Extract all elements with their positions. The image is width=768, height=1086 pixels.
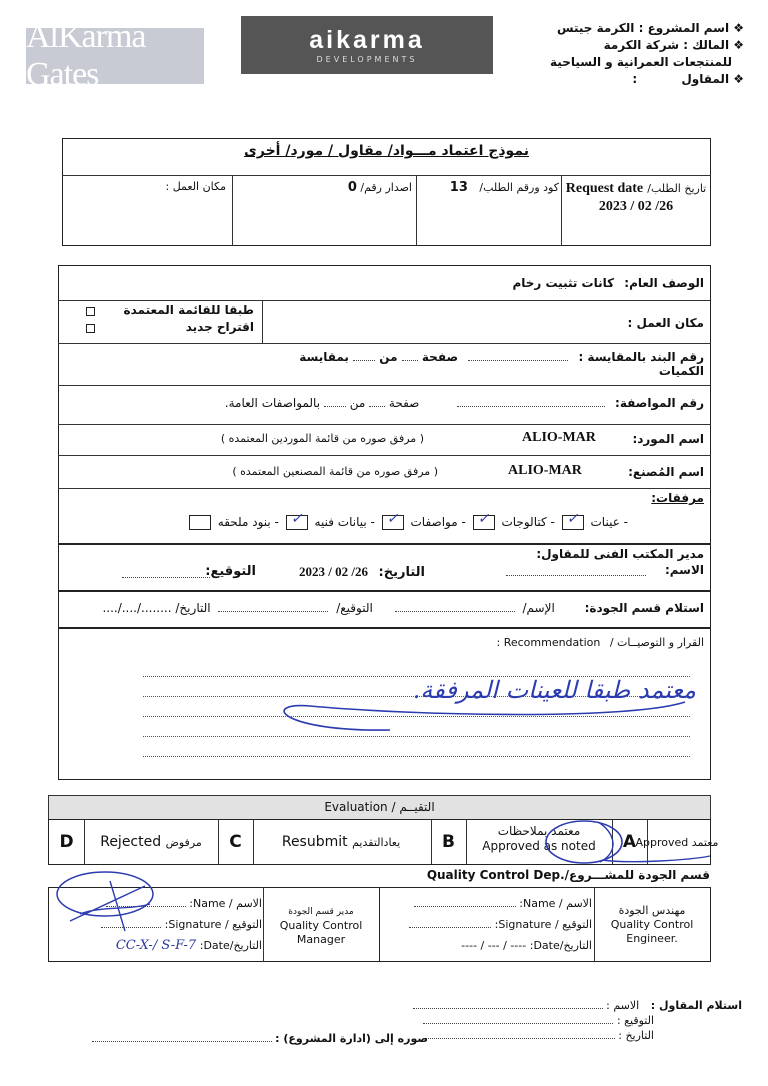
grade-c-letter[interactable]: C <box>229 832 242 852</box>
tech-office-signature-field[interactable] <box>122 577 210 578</box>
tech-office-name-field[interactable] <box>506 575 646 576</box>
boq-item-row <box>264 350 704 378</box>
attachment-catalogs-checkbox[interactable] <box>473 511 495 530</box>
quality-receipt-row <box>102 601 704 615</box>
owner-value: شركة الكرمة <box>603 38 680 52</box>
issue-no-cell <box>236 180 412 195</box>
manufacturer-label: اسم المُصنع: <box>628 465 704 479</box>
recommendation-stroke <box>270 690 690 740</box>
grade-b-en: Approved as noted <box>482 839 596 853</box>
tech-office-date-value: 2023 / 02 /26 <box>299 564 368 579</box>
work-location-label: مكان العمل : <box>627 316 704 330</box>
qc-manager-signature-label: التوقيع / Signature: <box>164 918 262 931</box>
qc-engineer-date-value: ---- / --- / ---- <box>461 939 527 952</box>
attachment-samples-label: - عينات <box>590 515 628 529</box>
qc-manager-en: Quality Control Manager <box>279 919 363 946</box>
recommendation-label-en: Recommendation : <box>496 636 601 649</box>
quality-receipt-signature-label: التوقيع/ <box>336 601 373 615</box>
quality-receipt-date-value: ..../..../........ <box>102 601 172 615</box>
grade-c-ar: يعادالتقديم <box>352 835 401 849</box>
grade-a-ar: معتمد <box>691 835 719 849</box>
tech-office-title: مدير المكتب الفنى للمقاول: <box>536 547 704 561</box>
boq-item-label: رقم البند بالمقايسة : <box>578 350 704 364</box>
contractor-value: : <box>632 72 638 86</box>
diamond-bullet-icon: ❖ <box>729 72 744 86</box>
supplier-label: اسم المورد: <box>632 432 704 446</box>
qc-manager-name-label: الاسم / Name: <box>189 897 262 910</box>
project-info: ❖ اسم المشروع : الكرمة جيتس ❖ المالك : شركة الكرمة للمنتجعات العمرانية و السياحية ❖ المقاول : <box>504 20 744 88</box>
qc-engineer-ar: مهندس الجودة <box>618 904 686 917</box>
attachments-row <box>186 511 628 530</box>
attachment-specs-label: - مواصفات <box>410 515 466 529</box>
diamond-bullet-icon: ❖ <box>729 38 744 52</box>
approved-list-option: طبقا للقائمة المعتمدة <box>123 303 254 317</box>
approved-list-checkbox[interactable] <box>86 307 95 316</box>
copy-to-row <box>48 1032 428 1045</box>
quality-receipt-date-label: التاريخ/ <box>175 601 211 615</box>
grade-d-ar: مرفوض <box>165 835 202 849</box>
footer-signature-label: التوقيع <box>624 1014 654 1027</box>
boq-suffix: بمقايسة الكميات <box>299 350 704 378</box>
attachment-techdata-label: - بيانات فنيه <box>314 515 375 529</box>
request-date-value: 2023 / 02 /26 <box>598 199 674 214</box>
qc-manager-date-handwritten: CC-X-/ S-F-7 <box>115 938 197 953</box>
supplier-value: ALIO-MAR <box>522 430 596 445</box>
tech-office-name-label: الاسم: <box>664 563 704 577</box>
request-code-value: 13 <box>449 180 468 195</box>
approved-circle-mark <box>540 812 720 872</box>
recommendation-label: القرار و التوصيــات / <box>609 636 704 649</box>
contractor-receipt-block: استلام المقاول : الاسم : التوقيع : التاريخ : <box>382 998 742 1043</box>
project-label: اسم المشروع <box>647 21 730 35</box>
owner-value-2: للمنتجعات العمرانية و السياحية <box>550 55 732 69</box>
check-mark-icon: ✓ <box>566 511 579 527</box>
qc-manager-signature <box>50 866 170 936</box>
qc-engineer-signature-label: التوقيع / Signature: <box>494 918 592 931</box>
tech-office-date-label: التاريخ: <box>378 565 425 580</box>
developments-logo-sub: DEVELOPMENTS <box>316 55 418 64</box>
request-date-label-en: Request date <box>565 181 644 196</box>
spec-of-label: من <box>349 396 366 410</box>
alkarma-developments-logo <box>241 16 493 74</box>
form-title: نموذج اعتماد مـــواد/ مقاول / مورد/ أخرى <box>244 143 529 159</box>
project-value: الكرمة جيتس <box>557 21 635 35</box>
quality-receipt-label: استلام قسم الجودة: <box>584 601 704 615</box>
qc-manager-date-label: التاريخ/Date: <box>199 939 262 952</box>
issue-label: اصدار رقم/ <box>360 181 412 194</box>
grade-d-en: Rejected <box>100 834 162 850</box>
manufacturer-value: ALIO-MAR <box>508 463 582 478</box>
attachment-samples-checkbox[interactable] <box>562 511 584 530</box>
alkarma-gates-logo <box>26 18 204 93</box>
request-date-cell <box>564 180 708 216</box>
request-date-label-ar: تاريخ الطلب/ <box>647 182 707 195</box>
attachment-annex-label: - بنود ملحقه <box>217 515 279 529</box>
supplier-note: ( مرفق صوره من قائمة الموردين المعتمده ) <box>220 432 424 445</box>
contractor-receipt-label: استلام المقاول : <box>650 999 742 1012</box>
issue-value: 0 <box>347 180 357 195</box>
general-desc-label: الوصف العام: <box>624 276 704 290</box>
qc-engineer-date-label: التاريخ/Date: <box>529 939 592 952</box>
attachments-label: مرفقات: <box>651 491 704 505</box>
recommendation-handwritten: معتمد طبقا للعينات المرفقة. <box>412 676 696 704</box>
tech-office-signature-label: التوقيع: <box>205 564 256 579</box>
qc-engineer-name-label: الاسم / Name: <box>519 897 592 910</box>
request-code-label: كود ورقم الطلب/ <box>479 181 559 194</box>
quality-receipt-name-label: الإسم/ <box>522 601 555 615</box>
boq-of-label: من <box>379 350 398 364</box>
recommendation-label-row <box>496 636 704 649</box>
spec-page-label: صفحة <box>388 396 420 410</box>
grade-c-en: Resubmit <box>281 834 348 850</box>
check-mark-icon: ✓ <box>386 511 399 527</box>
evaluation-title: Evaluation / التقيــم <box>324 800 435 814</box>
copy-to-label: صوره إلى (ادارة المشروع) : <box>275 1032 428 1045</box>
spec-no-label: رقم المواصفة: <box>615 396 704 410</box>
manufacturer-note: ( مرفق صوره من قائمة المصنعين المعتمده ) <box>232 465 438 478</box>
check-mark-icon: ✓ <box>290 511 303 527</box>
footer-name-label: الاسم <box>613 999 640 1012</box>
alkarma-gates-logo-text: AlKarma Gates <box>26 18 146 93</box>
work-location-cell <box>66 180 226 193</box>
grade-a-letter[interactable]: A <box>622 832 637 852</box>
qc-engineer-fields <box>384 893 592 956</box>
tech-office-date <box>299 564 425 580</box>
attachment-catalogs-label: - كتالوجات <box>501 515 555 529</box>
attachment-specs-checkbox[interactable] <box>382 511 404 530</box>
new-proposal-checkbox[interactable] <box>86 324 95 333</box>
contractor-label: المقاول <box>681 72 730 86</box>
owner-label: المالك <box>692 38 730 52</box>
qc-manager-ar: مدير قسم الجودة <box>288 907 354 917</box>
boq-page-label: صفحة <box>421 350 459 364</box>
spec-no-row <box>144 396 704 410</box>
check-mark-icon: ✓ <box>477 511 490 527</box>
spec-suffix: بالمواصفات العامة. <box>224 396 321 410</box>
attachment-techdata-checkbox[interactable] <box>286 511 308 530</box>
attachment-annex-checkbox[interactable] <box>189 515 211 530</box>
request-code-cell <box>419 180 559 195</box>
footer-date-label: التاريخ <box>625 1029 654 1042</box>
qc-engineer-en: Quality Control Engineer. <box>610 918 694 945</box>
request-location-label: مكان العمل : <box>165 180 226 193</box>
diamond-bullet-icon: ❖ <box>729 21 744 35</box>
general-desc-row <box>512 276 704 290</box>
grade-b-letter[interactable]: B <box>442 832 455 852</box>
general-desc-value: كانات تثبيت رخام <box>512 276 615 290</box>
new-proposal-option: اقتراح جديد <box>185 320 254 334</box>
grade-a-en: Approved <box>635 835 689 849</box>
developments-logo-main: aikarma <box>309 26 425 54</box>
grade-b-ar: معتمد بملاحظات <box>497 824 581 838</box>
qc-dept-title: قسم الجودة للمشـــروع/.Quality Control Dep <box>426 868 710 882</box>
grade-d-letter[interactable]: D <box>59 832 74 852</box>
